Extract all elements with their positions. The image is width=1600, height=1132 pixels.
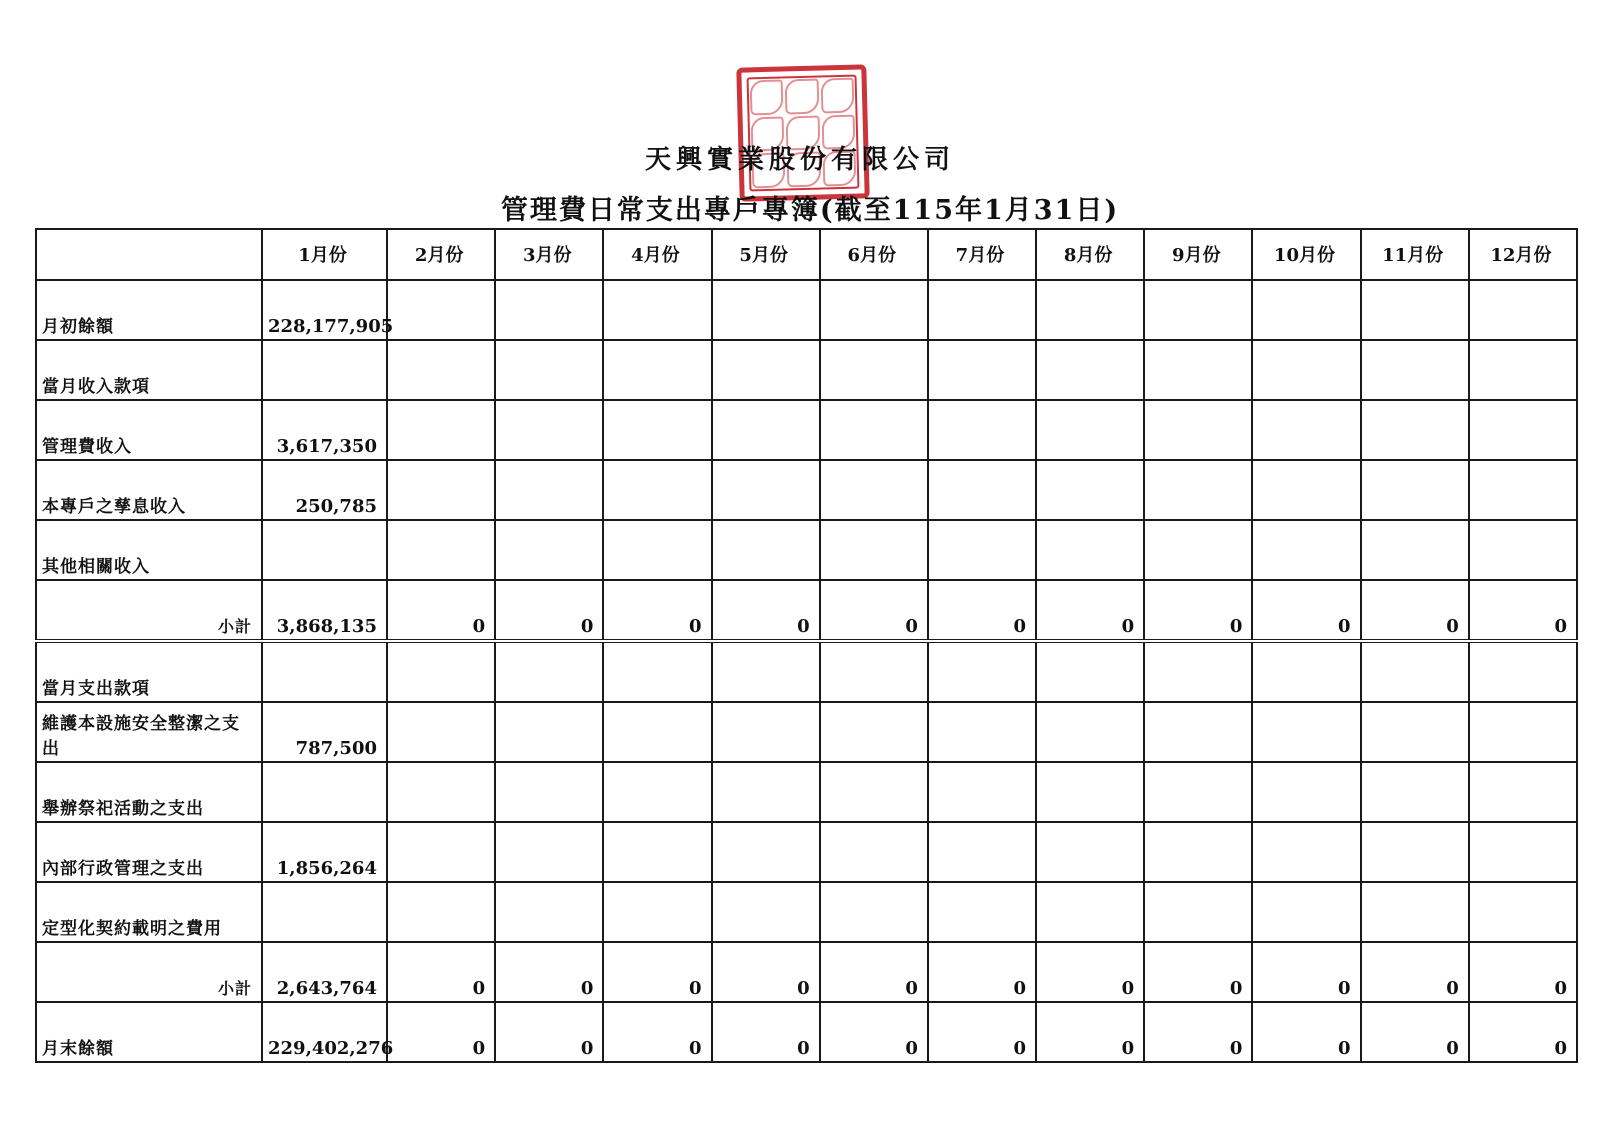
row-label: 月末餘額: [36, 1002, 262, 1062]
amount-cell: [1252, 520, 1360, 580]
amount-cell: [712, 641, 820, 702]
row-label: 內部行政管理之支出: [36, 822, 262, 882]
amount-cell: [1252, 280, 1360, 340]
amount-cell: [712, 822, 820, 882]
amount-cell: 0: [603, 942, 711, 1002]
amount-cell: [387, 460, 495, 520]
amount-cell: [1144, 400, 1252, 460]
amount-cell: [1144, 520, 1252, 580]
amount-cell: 0: [928, 580, 1036, 641]
amount-cell: [1469, 520, 1577, 580]
amount-cell: [1361, 762, 1469, 822]
amount-cell: [928, 762, 1036, 822]
subtotal-label: 小計: [36, 942, 262, 1002]
amount-cell: 0: [495, 580, 603, 641]
amount-cell: [928, 340, 1036, 400]
amount-cell: [712, 400, 820, 460]
month-header: 7月份: [928, 229, 1036, 280]
amount-cell: 0: [1144, 942, 1252, 1002]
month-header: 2月份: [387, 229, 495, 280]
amount-cell: [712, 882, 820, 942]
amount-cell: [387, 882, 495, 942]
amount-cell: [1036, 882, 1144, 942]
table-row: [36, 942, 1577, 1002]
amount-cell: [1036, 340, 1144, 400]
amount-cell: [1252, 702, 1360, 762]
subtotal-label: 小計: [36, 580, 262, 641]
amount-cell: [387, 641, 495, 702]
month-header: 12月份: [1469, 229, 1577, 280]
amount-cell: [1361, 702, 1469, 762]
amount-cell: 0: [928, 942, 1036, 1002]
ledger-table: [35, 228, 1578, 1063]
amount-cell: [1252, 340, 1360, 400]
amount-cell: [603, 400, 711, 460]
amount-cell: [1361, 822, 1469, 882]
amount-cell: [928, 280, 1036, 340]
row-label: 當月支出款項: [36, 641, 262, 702]
amount-cell: [387, 340, 495, 400]
amount-cell: [928, 822, 1036, 882]
row-label: 維護本設施安全整潔之支出: [36, 702, 262, 762]
amount-cell: [1144, 702, 1252, 762]
month-header: 9月份: [1144, 229, 1252, 280]
amount-cell: 0: [712, 1002, 820, 1062]
row-label: 當月收入款項: [36, 340, 262, 400]
header-blank-cell: [36, 229, 262, 280]
amount-cell: 0: [1469, 942, 1577, 1002]
amount-cell: [495, 400, 603, 460]
amount-cell: [1469, 280, 1577, 340]
amount-cell: [603, 340, 711, 400]
table-row: [36, 762, 1577, 822]
table-row: [36, 580, 1577, 641]
amount-cell: 0: [1469, 580, 1577, 641]
amount-cell: 2,643,764: [262, 942, 387, 1002]
header-row: [36, 229, 1577, 280]
amount-cell: [712, 460, 820, 520]
amount-cell: 0: [1252, 580, 1360, 641]
amount-cell: [1144, 280, 1252, 340]
amount-cell: 0: [603, 1002, 711, 1062]
report-title: 管理費日常支出專戶專簿(截至115年1月31日): [500, 195, 1120, 226]
table-row: [36, 340, 1577, 400]
month-header: 1月份: [262, 229, 387, 280]
amount-cell: [820, 340, 928, 400]
row-label: 舉辦祭祀活動之支出: [36, 762, 262, 822]
amount-cell: [1469, 762, 1577, 822]
amount-cell: [1036, 702, 1144, 762]
table-row: [36, 280, 1577, 340]
amount-cell: [1252, 822, 1360, 882]
month-header: 5月份: [712, 229, 820, 280]
amount-cell: [495, 520, 603, 580]
amount-cell: 0: [1144, 1002, 1252, 1062]
amount-cell: [1252, 460, 1360, 520]
amount-cell: [928, 641, 1036, 702]
amount-cell: [1036, 280, 1144, 340]
amount-cell: [603, 280, 711, 340]
amount-cell: [1469, 460, 1577, 520]
amount-cell: [603, 822, 711, 882]
amount-cell: 3,617,350: [262, 400, 387, 460]
row-label: 管理費收入: [36, 400, 262, 460]
month-header: 4月份: [603, 229, 711, 280]
table-row: [36, 641, 1577, 702]
amount-cell: [1144, 340, 1252, 400]
amount-cell: [262, 340, 387, 400]
amount-cell: [928, 460, 1036, 520]
amount-cell: [603, 702, 711, 762]
amount-cell: [603, 641, 711, 702]
table-row: [36, 702, 1577, 762]
amount-cell: [1036, 460, 1144, 520]
amount-cell: [1361, 460, 1469, 520]
amount-cell: 228,177,905: [262, 280, 387, 340]
amount-cell: [1252, 641, 1360, 702]
amount-cell: 0: [1469, 1002, 1577, 1062]
amount-cell: 0: [1361, 580, 1469, 641]
amount-cell: [1036, 400, 1144, 460]
amount-cell: [387, 400, 495, 460]
month-header: 11月份: [1361, 229, 1469, 280]
amount-cell: [928, 882, 1036, 942]
amount-cell: [1361, 882, 1469, 942]
amount-cell: [928, 520, 1036, 580]
amount-cell: 0: [1361, 1002, 1469, 1062]
amount-cell: 0: [820, 580, 928, 641]
amount-cell: [1469, 340, 1577, 400]
amount-cell: [495, 340, 603, 400]
amount-cell: [495, 460, 603, 520]
amount-cell: [495, 762, 603, 822]
amount-cell: [262, 882, 387, 942]
amount-cell: [928, 400, 1036, 460]
amount-cell: [1036, 520, 1144, 580]
amount-cell: [712, 340, 820, 400]
amount-cell: [1469, 641, 1577, 702]
amount-cell: 0: [1252, 1002, 1360, 1062]
amount-cell: [820, 280, 928, 340]
amount-cell: 0: [928, 1002, 1036, 1062]
amount-cell: [1361, 340, 1469, 400]
month-header: 3月份: [495, 229, 603, 280]
table-row: [36, 822, 1577, 882]
amount-cell: [820, 460, 928, 520]
amount-cell: 3,868,135: [262, 580, 387, 641]
amount-cell: 0: [712, 580, 820, 641]
amount-cell: [820, 702, 928, 762]
amount-cell: [1361, 520, 1469, 580]
amount-cell: [1469, 882, 1577, 942]
amount-cell: [820, 762, 928, 822]
amount-cell: 229,402,276: [262, 1002, 387, 1062]
row-label: 定型化契約載明之費用: [36, 882, 262, 942]
amount-cell: [820, 882, 928, 942]
amount-cell: [495, 882, 603, 942]
amount-cell: 0: [387, 942, 495, 1002]
table-row: [36, 520, 1577, 580]
row-label: 本專戶之孳息收入: [36, 460, 262, 520]
amount-cell: [820, 641, 928, 702]
month-header: 10月份: [1252, 229, 1360, 280]
amount-cell: [387, 762, 495, 822]
row-label: 其他相關收入: [36, 520, 262, 580]
amount-cell: [1144, 641, 1252, 702]
amount-cell: [1036, 762, 1144, 822]
amount-cell: [1469, 702, 1577, 762]
amount-cell: [1252, 400, 1360, 460]
amount-cell: 0: [495, 942, 603, 1002]
amount-cell: 0: [1036, 580, 1144, 641]
amount-cell: [603, 882, 711, 942]
amount-cell: [1144, 822, 1252, 882]
table-row: [36, 882, 1577, 942]
amount-cell: [820, 520, 928, 580]
month-header: 8月份: [1036, 229, 1144, 280]
amount-cell: 0: [712, 942, 820, 1002]
amount-cell: 0: [1036, 1002, 1144, 1062]
table-row: [36, 460, 1577, 520]
amount-cell: 0: [603, 580, 711, 641]
amount-cell: [387, 702, 495, 762]
row-label: 月初餘額: [36, 280, 262, 340]
amount-cell: [495, 641, 603, 702]
amount-cell: [1252, 762, 1360, 822]
amount-cell: [1361, 280, 1469, 340]
amount-cell: [262, 641, 387, 702]
month-header: 6月份: [820, 229, 928, 280]
amount-cell: 0: [1361, 942, 1469, 1002]
amount-cell: [603, 762, 711, 822]
amount-cell: [495, 702, 603, 762]
amount-cell: [262, 520, 387, 580]
amount-cell: [1036, 822, 1144, 882]
amount-cell: [1469, 822, 1577, 882]
amount-cell: [928, 702, 1036, 762]
amount-cell: [495, 280, 603, 340]
amount-cell: [1252, 882, 1360, 942]
amount-cell: 0: [495, 1002, 603, 1062]
amount-cell: [712, 762, 820, 822]
amount-cell: [387, 520, 495, 580]
amount-cell: 0: [1036, 942, 1144, 1002]
amount-cell: 0: [387, 580, 495, 641]
amount-cell: [1361, 400, 1469, 460]
amount-cell: [1144, 882, 1252, 942]
amount-cell: 0: [1144, 580, 1252, 641]
amount-cell: [603, 520, 711, 580]
amount-cell: [1036, 641, 1144, 702]
amount-cell: 0: [387, 1002, 495, 1062]
amount-cell: [387, 822, 495, 882]
company-seal-stamp: [736, 64, 869, 201]
amount-cell: [1144, 762, 1252, 822]
amount-cell: [262, 762, 387, 822]
amount-cell: 787,500: [262, 702, 387, 762]
table-row: [36, 400, 1577, 460]
amount-cell: [712, 520, 820, 580]
ledger-body: [36, 280, 1577, 1062]
amount-cell: [820, 400, 928, 460]
amount-cell: [603, 460, 711, 520]
amount-cell: 0: [820, 942, 928, 1002]
amount-cell: 250,785: [262, 460, 387, 520]
amount-cell: 0: [1252, 942, 1360, 1002]
amount-cell: [495, 822, 603, 882]
amount-cell: [1361, 641, 1469, 702]
company-name: 天興實業股份有限公司: [644, 145, 955, 175]
amount-cell: [820, 822, 928, 882]
amount-cell: 0: [820, 1002, 928, 1062]
amount-cell: [1469, 400, 1577, 460]
amount-cell: [712, 280, 820, 340]
amount-cell: 1,856,264: [262, 822, 387, 882]
amount-cell: [387, 280, 495, 340]
table-row: [36, 1002, 1577, 1062]
amount-cell: [712, 702, 820, 762]
amount-cell: [1144, 460, 1252, 520]
